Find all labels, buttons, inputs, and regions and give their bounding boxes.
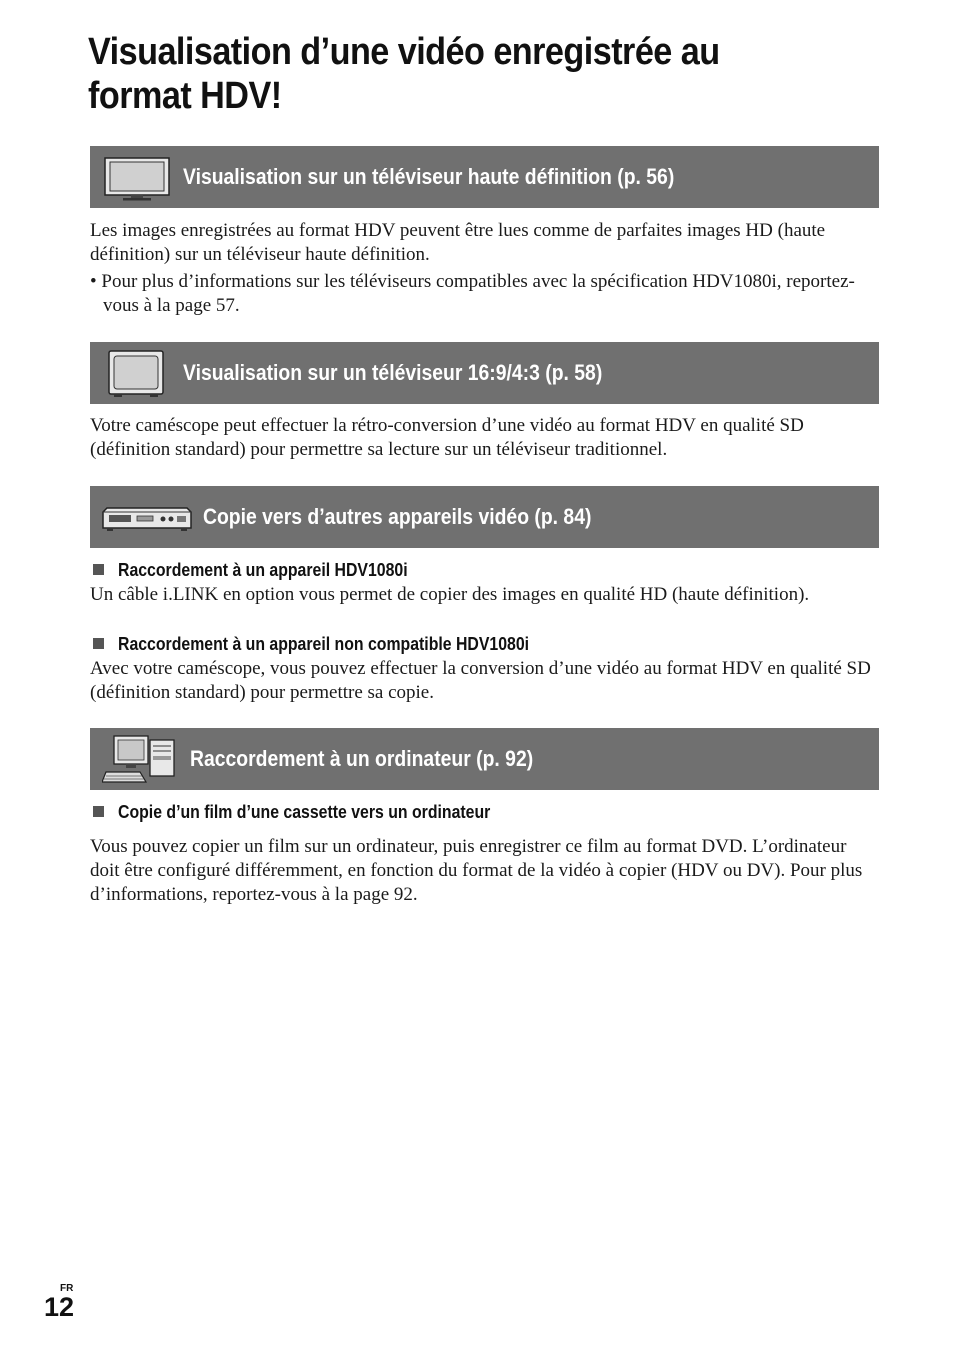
section-header-standard-tv xyxy=(90,342,879,404)
bullet-hd-tv: • Pour plus d’informations sur les téléviseurs compatibles avec la spécification HDV1080i, reportez-vous à la page 57. xyxy=(90,271,855,316)
page-number: 12 xyxy=(44,1292,75,1322)
page-title: Visualisation d’une vidéo enregistrée au format HDV! xyxy=(88,31,720,117)
crt-tv-icon xyxy=(108,350,164,398)
subheading-hdv1080i: Raccordement à un appareil HDV1080i xyxy=(93,559,447,581)
square-bullet-icon xyxy=(93,564,104,575)
vcr-icon xyxy=(101,504,193,534)
square-bullet-icon xyxy=(93,638,104,649)
square-bullet-icon xyxy=(93,806,104,817)
section-header-video-copy xyxy=(90,486,879,548)
section-header-computer xyxy=(90,728,879,790)
section-header-hd-tv xyxy=(90,146,879,208)
subheading-non-hdv1080i: Raccordement à un appareil non compatible HDV1080i xyxy=(93,633,585,655)
language-tag: FR xyxy=(60,1283,74,1294)
paragraph-hdv1080i: Un câble i.LINK en option vous permet de copier des images en qualité HD (haute définition). xyxy=(90,584,810,605)
paragraph-standard-tv: Votre caméscope peut effectuer la rétro-conversion d’une vidéo au format HDV en qualité SD (définition standard) pour permettre sa lecture sur un téléviseur traditionnel. xyxy=(90,415,804,460)
paragraph-cassette-to-computer: Vous pouvez copier un film sur un ordinateur, puis enregistrer ce film au format DVD. L’ordinateur doit être configuré différemment, en fonction du format de la vidéo à copier (HDV ou DV). Pour plus d’informations, reportez-vous à la page 92. xyxy=(90,836,863,905)
section-heading-video-copy: Copie vers d’autres appareils vidéo (p. 84) xyxy=(203,504,592,529)
section-heading-standard-tv: Visualisation sur un téléviseur 16:9/4:3 (p. 58) xyxy=(183,360,603,385)
subheading-cassette-to-computer: Copie d’un film d’une cassette vers un ordinateur xyxy=(93,801,541,823)
computer-icon xyxy=(102,734,182,786)
section-heading-hd-tv: Visualisation sur un téléviseur haute définition (p. 56) xyxy=(183,164,675,189)
paragraph-non-hdv1080i: Avec votre caméscope, vous pouvez effectuer la conversion d’une vidéo au format HDV en qualité SD (définition standard) pour permettre sa copie. xyxy=(90,658,871,703)
paragraph-hd-tv: Les images enregistrées au format HDV peuvent être lues comme de parfaites images HD (haute définition) sur un téléviseur haute définition. xyxy=(90,220,826,265)
hd-tv-icon xyxy=(104,157,170,201)
section-heading-computer: Raccordement à un ordinateur (p. 92) xyxy=(190,746,534,771)
